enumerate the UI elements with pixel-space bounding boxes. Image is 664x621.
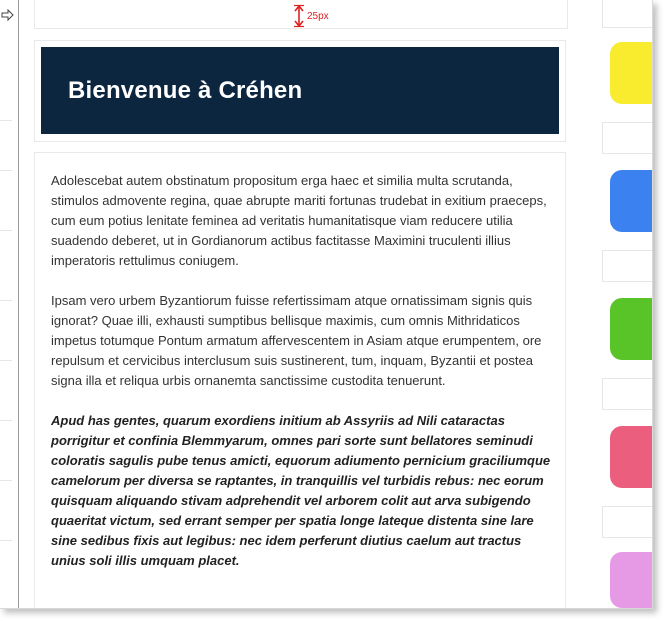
page-title: Bienvenue à Créhen xyxy=(68,76,303,104)
right-sidebar xyxy=(600,0,652,608)
text-content xyxy=(51,171,551,591)
paragraph: Adolescebat autem obstinatum propositum erga haec et similia multa scrutanda, stimulos admovente regina, quae abrupte mariti fortunas trudebat in exitium praeceps, cum eum potius lenitate feminea ad veritatis humanitatisque viam reducere utilia suadendo deberet, ut in Gordianorum actibus factitasse Maximini truculenti illius imperatoris rettulimus coniugem. xyxy=(51,173,547,268)
paragraph: Ipsam vero urbem Byzantiorum fuisse refertissimam atque ornatissimam signis quis ignorat? Quae illi, exhausti sumptibus bellisque maximis, cum omnis Mithridaticos impetus totumque Pontum armatum affervescentem in Asiam atque erumpentem, ore repulsum et cervicibus interclusum suis sustinerent, tum, inquam, Byzantii et postea signa illa et reliqua urbis ornanemta sanctissime custodita tenuerunt. xyxy=(51,293,542,388)
text-block[interactable] xyxy=(34,152,566,609)
tab-violet[interactable] xyxy=(610,552,652,608)
sidebar-slot[interactable] xyxy=(602,506,653,538)
spacer-indicator[interactable] xyxy=(293,4,329,28)
arrow-right-icon[interactable] xyxy=(1,8,15,22)
tab-yellow[interactable] xyxy=(610,42,652,104)
tab-pink[interactable] xyxy=(610,426,652,488)
paragraph-bold-italic: Apud has gentes, quarum exordiens initium ab Assyriis ad Nili cataractas porrigitur et confinia Blemmyarum, omnes pari sorte sunt bellatores seminudi coloratis sagulis pube tenus amicti, equorum adiumento pernicium graciliumque camelorum per diversa se raptantes, in tranquillis vel turbidis rebus: nec eorum quisquam aliquando stivam adprehendit vel arborem colit aut arva subigendo quaeritat victum, sed errant semper per spatia longe lateque distenta sine lare sine sedibus fixis aut legibus: nec idem perferunt diutius caelum aut tractus unius soli illis umquam placet. xyxy=(51,413,551,568)
tab-blue[interactable] xyxy=(610,170,652,232)
sidebar-slot[interactable] xyxy=(602,122,653,154)
hero-block[interactable] xyxy=(34,40,566,142)
spacer-size-label: 25px xyxy=(307,10,329,22)
hero-banner xyxy=(41,47,559,134)
vertical-resize-icon[interactable] xyxy=(293,4,305,28)
spacer-block[interactable] xyxy=(34,0,568,29)
sidebar-slot[interactable] xyxy=(602,0,653,28)
left-gutter xyxy=(0,0,19,608)
sidebar-slot[interactable] xyxy=(602,378,653,410)
sidebar-slot[interactable] xyxy=(602,250,653,282)
tab-green[interactable] xyxy=(610,298,652,360)
